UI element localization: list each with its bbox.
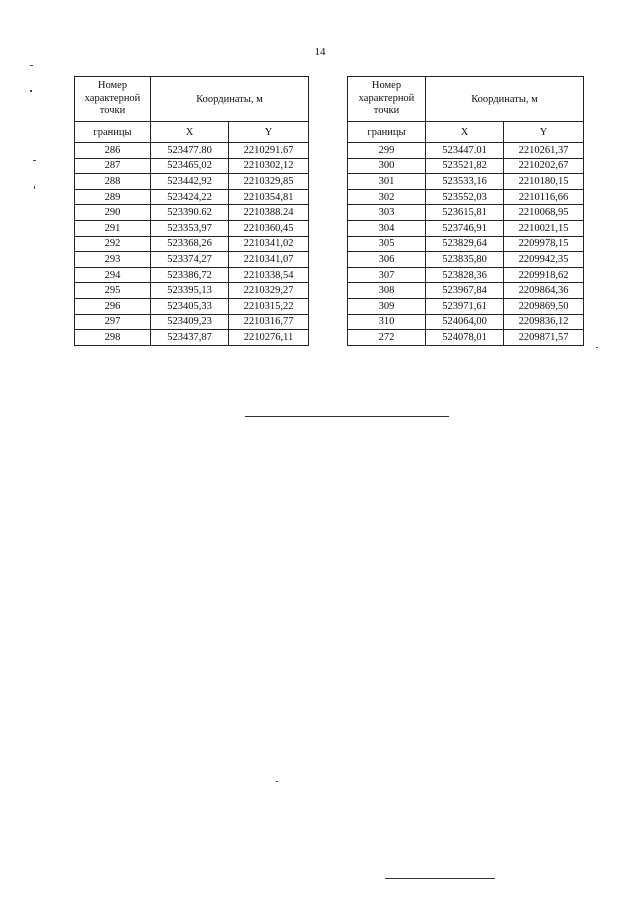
- table-row: [75, 220, 309, 236]
- separator-line: [245, 416, 449, 417]
- table-row: [75, 158, 309, 174]
- x-coordinate-cell: 524064,00: [426, 314, 504, 330]
- x-coordinate-cell: 523353,97: [151, 220, 229, 236]
- point-number-cell: 302: [348, 189, 426, 205]
- scan-speck: [30, 65, 33, 66]
- point-number-cell: 293: [75, 252, 151, 268]
- table-row: [348, 298, 584, 314]
- x-coordinate-cell: 523465,02: [151, 158, 229, 174]
- point-number-cell: 304: [348, 220, 426, 236]
- table-row: [348, 220, 584, 236]
- x-axis-header: X: [151, 122, 229, 143]
- table-row: [348, 205, 584, 221]
- table-row: [348, 252, 584, 268]
- y-coordinate-cell: 2209978,15: [504, 236, 584, 252]
- y-coordinate-cell: 2210341,07: [229, 252, 309, 268]
- y-coordinate-cell: 2210068,95: [504, 205, 584, 221]
- scan-speck: [596, 347, 598, 348]
- point-number-cell: 301: [348, 174, 426, 190]
- point-number-cell: 287: [75, 158, 151, 174]
- x-coordinate-cell: 523395,13: [151, 283, 229, 299]
- point-number-cell: 309: [348, 298, 426, 314]
- y-coordinate-cell: 2210202,67: [504, 158, 584, 174]
- header-line: характерной: [358, 92, 415, 104]
- y-axis-header: Y: [504, 122, 584, 143]
- x-coordinate-cell: 523835,80: [426, 252, 504, 268]
- header-line: точки: [373, 105, 400, 117]
- point-number-cell: 286: [75, 143, 151, 159]
- table-row: [348, 158, 584, 174]
- y-coordinate-cell: 2210261,37: [504, 143, 584, 159]
- table-row: [348, 314, 584, 330]
- point-number-cell: 291: [75, 220, 151, 236]
- table-row: [75, 314, 309, 330]
- coordinates-table-right: [347, 76, 584, 346]
- table-row: [75, 174, 309, 190]
- y-coordinate-cell: 2210116,66: [504, 189, 584, 205]
- table-row: [75, 330, 309, 346]
- table-row: [75, 205, 309, 221]
- y-coordinate-cell: 2209871,57: [504, 330, 584, 346]
- y-coordinate-cell: 2210316,77: [229, 314, 309, 330]
- x-coordinate-cell: 523971,61: [426, 298, 504, 314]
- y-coordinate-cell: 2210276,11: [229, 330, 309, 346]
- header-line: Номер: [371, 80, 402, 92]
- footer-line: [385, 878, 495, 879]
- y-coordinate-cell: 2210388.24: [229, 205, 309, 221]
- point-number-cell: 289: [75, 189, 151, 205]
- y-coordinate-cell: 2210315,22: [229, 298, 309, 314]
- header-line: Номер: [97, 80, 128, 92]
- scan-speck: [276, 781, 278, 782]
- y-coordinate-cell: 2209869,50: [504, 298, 584, 314]
- coordinates-header: Координаты, м: [426, 77, 584, 122]
- page-number: 14: [314, 46, 326, 58]
- x-coordinate-cell: 523615,81: [426, 205, 504, 221]
- table-row: [75, 189, 309, 205]
- point-number-cell: 294: [75, 267, 151, 283]
- x-coordinate-cell: 523386,72: [151, 267, 229, 283]
- table-row: [75, 283, 309, 299]
- x-coordinate-cell: 523374,27: [151, 252, 229, 268]
- table-row: [348, 283, 584, 299]
- point-number-cell: 305: [348, 236, 426, 252]
- table-row: [348, 174, 584, 190]
- y-coordinate-cell: 2209918,62: [504, 267, 584, 283]
- y-coordinate-cell: 2210338,54: [229, 267, 309, 283]
- y-coordinate-cell: 2210021,15: [504, 220, 584, 236]
- scan-speck: [33, 160, 36, 161]
- scan-speck: [34, 186, 35, 189]
- y-coordinate-cell: 2210360,45: [229, 220, 309, 236]
- point-number-cell: 310: [348, 314, 426, 330]
- point-number-cell: 288: [75, 174, 151, 190]
- table-row: [348, 189, 584, 205]
- point-number-cell: 308: [348, 283, 426, 299]
- header-line: точки: [99, 105, 126, 117]
- point-number-header: [75, 77, 151, 122]
- x-coordinate-cell: 523828,36: [426, 267, 504, 283]
- y-coordinate-cell: 2210329,27: [229, 283, 309, 299]
- x-coordinate-cell: 523552,03: [426, 189, 504, 205]
- point-number-cell: 296: [75, 298, 151, 314]
- y-coordinate-cell: 2209942,35: [504, 252, 584, 268]
- y-axis-header: Y: [229, 122, 309, 143]
- x-axis-header: X: [426, 122, 504, 143]
- y-coordinate-cell: 2210291.67: [229, 143, 309, 159]
- point-number-cell: 303: [348, 205, 426, 221]
- x-coordinate-cell: 523447.01: [426, 143, 504, 159]
- y-coordinate-cell: 2210341,02: [229, 236, 309, 252]
- y-coordinate-cell: 2209864,36: [504, 283, 584, 299]
- point-number-cell: 299: [348, 143, 426, 159]
- point-number-cell: 300: [348, 158, 426, 174]
- point-number-header-cont: границы: [75, 122, 151, 143]
- point-number-cell: 272: [348, 330, 426, 346]
- x-coordinate-cell: 523409,23: [151, 314, 229, 330]
- table-body: [75, 143, 309, 346]
- point-number-cell: 295: [75, 283, 151, 299]
- table-row: [75, 298, 309, 314]
- y-coordinate-cell: 2210302,12: [229, 158, 309, 174]
- x-coordinate-cell: 523967,84: [426, 283, 504, 299]
- table-row: [348, 267, 584, 283]
- point-number-header: [348, 77, 426, 122]
- point-number-cell: 292: [75, 236, 151, 252]
- x-coordinate-cell: 523368,26: [151, 236, 229, 252]
- x-coordinate-cell: 523437,87: [151, 330, 229, 346]
- x-coordinate-cell: 523390.62: [151, 205, 229, 221]
- table-row: [348, 330, 584, 346]
- table-body: [348, 143, 584, 346]
- coordinates-table-left: [74, 76, 309, 346]
- header-line: характерной: [84, 92, 141, 104]
- point-number-cell: 298: [75, 330, 151, 346]
- y-coordinate-cell: 2210180,15: [504, 174, 584, 190]
- table-row: [75, 267, 309, 283]
- x-coordinate-cell: 523521,82: [426, 158, 504, 174]
- point-number-cell: 290: [75, 205, 151, 221]
- table-row: [348, 236, 584, 252]
- table-row: [75, 236, 309, 252]
- x-coordinate-cell: 523746,91: [426, 220, 504, 236]
- table-row: [75, 143, 309, 159]
- y-coordinate-cell: 2210329,85: [229, 174, 309, 190]
- x-coordinate-cell: 523424,22: [151, 189, 229, 205]
- coordinates-header: Координаты, м: [151, 77, 309, 122]
- x-coordinate-cell: 524078,01: [426, 330, 504, 346]
- point-number-cell: 307: [348, 267, 426, 283]
- x-coordinate-cell: 523829,64: [426, 236, 504, 252]
- point-number-cell: 306: [348, 252, 426, 268]
- x-coordinate-cell: 523533,16: [426, 174, 504, 190]
- table-row: [348, 143, 584, 159]
- x-coordinate-cell: 523442,92: [151, 174, 229, 190]
- x-coordinate-cell: 523405,33: [151, 298, 229, 314]
- scan-speck: [30, 90, 32, 92]
- y-coordinate-cell: 2209836,12: [504, 314, 584, 330]
- point-number-cell: 297: [75, 314, 151, 330]
- table-row: [75, 252, 309, 268]
- x-coordinate-cell: 523477.80: [151, 143, 229, 159]
- y-coordinate-cell: 2210354,81: [229, 189, 309, 205]
- point-number-header-cont: границы: [348, 122, 426, 143]
